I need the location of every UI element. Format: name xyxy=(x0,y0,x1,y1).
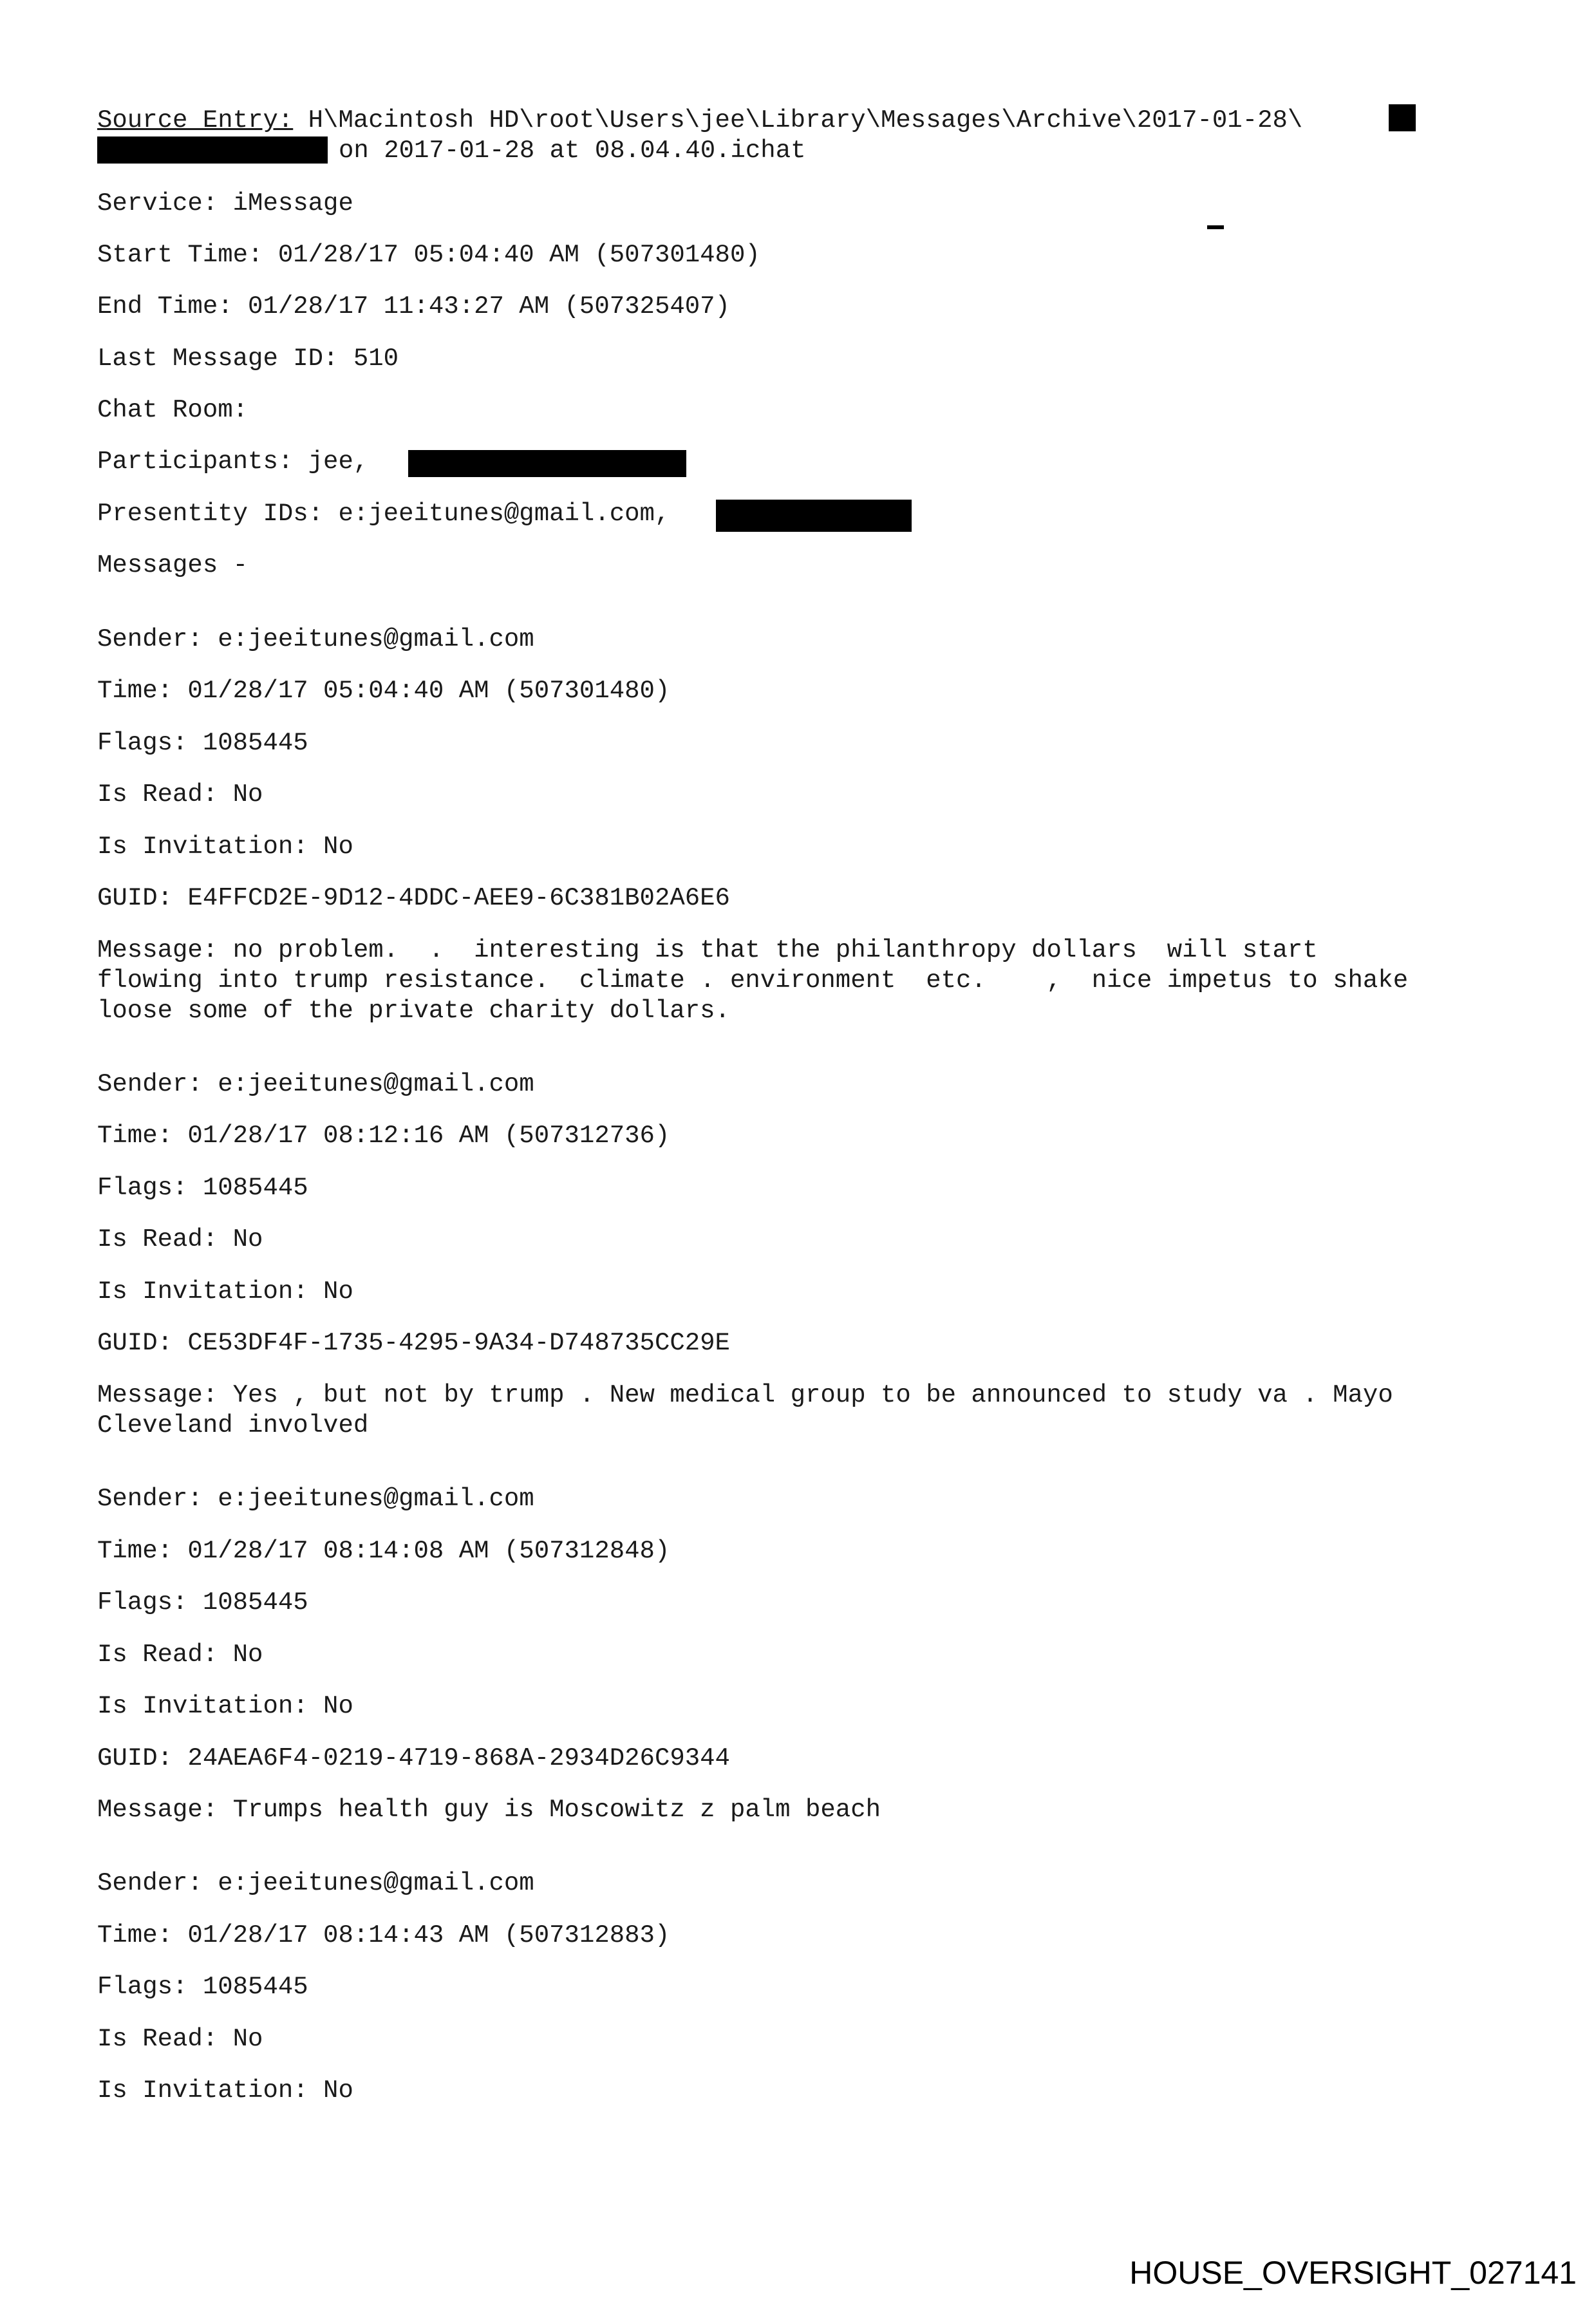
message-flags: Flags: 1085445 xyxy=(97,1588,308,1617)
message-flags: Flags: 1085445 xyxy=(97,729,308,757)
bates-number: HOUSE_OVERSIGHT_027141 xyxy=(1129,2255,1577,2291)
message-sender: Sender: e:jeeitunes@gmail.com xyxy=(97,625,534,653)
message-guid: GUID: 24AEA6F4-0219-4719-868A-2934D26C9344 xyxy=(97,1744,730,1772)
redaction-box xyxy=(97,136,328,164)
participants-line: Participants: jee, xyxy=(97,447,384,476)
message-body: Message: Trumps health guy is Moscowitz z palm beach xyxy=(97,1796,881,1824)
end-time-line: End Time: 01/28/17 11:43:27 AM (507325407) xyxy=(97,292,730,321)
message-time: Time: 01/28/17 08:14:43 AM (507312883) xyxy=(97,1921,670,1950)
redaction-mark xyxy=(1207,225,1224,229)
message-is-invitation: Is Invitation: No xyxy=(97,832,353,861)
messages-label: Messages - xyxy=(97,551,249,579)
message-body: Message: Yes , but not by trump . New medical group to be announced to study va . Mayo Cleveland involved xyxy=(97,1381,1393,1440)
message-guid: GUID: E4FFCD2E-9D12-4DDC-AEE9-6C381B02A6E6 xyxy=(97,884,730,912)
start-time-line: Start Time: 01/28/17 05:04:40 AM (507301480) xyxy=(97,241,760,269)
message-is-invitation: Is Invitation: No xyxy=(97,1692,353,1720)
message-is-invitation: Is Invitation: No xyxy=(97,2076,353,2105)
source-entry-label: Source Entry: xyxy=(97,106,294,135)
message-is-read: Is Read: No xyxy=(97,1640,263,1669)
message-is-read: Is Read: No xyxy=(97,1225,263,1254)
source-entry-suffix: on 2017-01-28 at 08.04.40.ichat xyxy=(339,136,806,165)
source-entry-path: H\Macintosh HD\root\Users\jee\Library\Messages\Archive\2017-01-28\ xyxy=(293,106,1303,135)
presentity-ids-line: Presentity IDs: e:jeeitunes@gmail.com, xyxy=(97,500,670,528)
redaction-box xyxy=(408,450,686,477)
service-line: Service: iMessage xyxy=(97,189,353,218)
chat-room-line: Chat Room: xyxy=(97,396,249,424)
source-entry-line xyxy=(97,106,1302,136)
last-message-id-line: Last Message ID: 510 xyxy=(97,344,399,373)
message-sender: Sender: e:jeeitunes@gmail.com xyxy=(97,1070,534,1098)
message-time: Time: 01/28/17 08:12:16 AM (507312736) xyxy=(97,1122,670,1150)
message-flags: Flags: 1085445 xyxy=(97,1973,308,2001)
message-is-read: Is Read: No xyxy=(97,2025,263,2053)
message-body: Message: no problem. . interesting is that the philanthropy dollars will start flowing into trump resistance. climate . environment etc. , nice impetus to shake loose some of the private charity dollars. xyxy=(97,936,1409,1025)
message-time: Time: 01/28/17 08:14:08 AM (507312848) xyxy=(97,1537,670,1565)
redaction-box xyxy=(716,500,912,532)
message-sender: Sender: e:jeeitunes@gmail.com xyxy=(97,1485,534,1513)
message-is-invitation: Is Invitation: No xyxy=(97,1277,353,1306)
message-time: Time: 01/28/17 05:04:40 AM (507301480) xyxy=(97,677,670,705)
redaction-box xyxy=(1389,104,1416,131)
message-guid: GUID: CE53DF4F-1735-4295-9A34-D748735CC29E xyxy=(97,1329,730,1357)
message-sender: Sender: e:jeeitunes@gmail.com xyxy=(97,1869,534,1897)
message-is-read: Is Read: No xyxy=(97,780,263,809)
message-flags: Flags: 1085445 xyxy=(97,1174,308,1202)
